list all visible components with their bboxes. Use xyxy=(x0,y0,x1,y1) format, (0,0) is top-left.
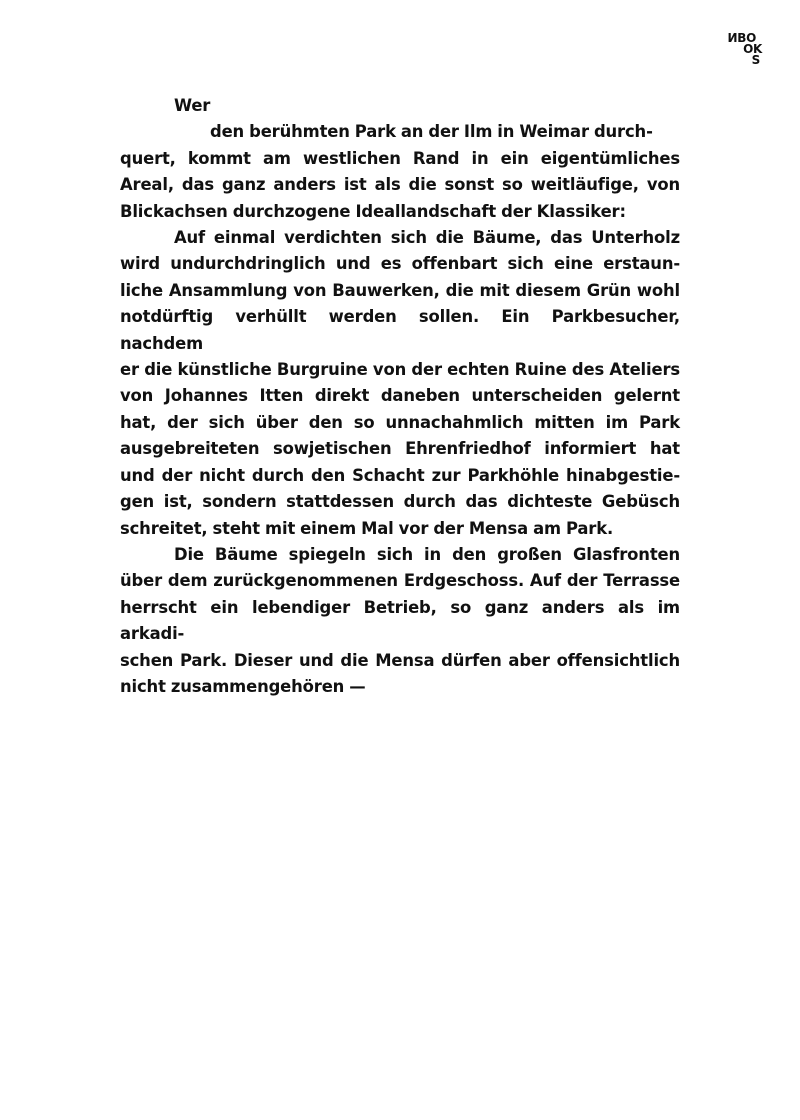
text-line: liche Ansammlung von Bauwerken, die mit diesem Grün wohl xyxy=(120,280,680,300)
text-line: Die Bäume spiegeln sich in den großen Glasfronten xyxy=(174,544,680,564)
text-line: quert, kommt am westlichen Rand in ein eigentümliches xyxy=(120,148,680,168)
text-line: den berühmten Park an der Ilm in Weimar durch- xyxy=(210,122,653,142)
text-line: schen Park. Dieser und die Mensa dürfen aber offensichtlich xyxy=(120,650,680,670)
logo-line-2: OK xyxy=(743,42,762,56)
text-line: notdürftig verhüllt werden sollen. Ein Parkbesucher, nachdem xyxy=(120,307,680,353)
text-line: herrscht ein lebendiger Betrieb, so ganz anders als im arkadi- xyxy=(120,597,680,644)
text-line: Wer xyxy=(174,96,211,115)
text-line: ausgebreiteten sowjetischen Ehrenfriedhof informiert hat xyxy=(120,439,680,459)
body-text xyxy=(120,93,680,700)
text-line: gen ist, sondern stattdessen durch das dichteste Gebüsch xyxy=(120,492,680,512)
text-line: und der nicht durch den Schacht zur Parkhöhle hinabgestie- xyxy=(120,465,680,485)
text-line: von Johannes Itten direkt daneben unterscheiden gelernt xyxy=(120,386,680,406)
text-line: Blickachsen durchzogene Ideallandschaft der Klassiker: xyxy=(120,201,626,221)
publisher-logo xyxy=(728,33,767,66)
text-line: Areal, das ganz anders ist als die sonst so weitläufige, von xyxy=(120,175,680,195)
logo-line-3: S xyxy=(751,53,760,67)
text-line: über dem zurückgenommenen Erdgeschoss. Auf der Terrasse xyxy=(120,571,680,591)
logo-line-1: ИBO xyxy=(727,31,756,45)
text-line: hat, der sich über den so unnachahmlich mitten im Park xyxy=(120,412,680,432)
text-line: schreitet, steht mit einem Mal vor der Mensa am Park. xyxy=(120,518,614,538)
text-line: er die künstliche Burgruine von der echten Ruine des Ateliers xyxy=(120,360,680,380)
text-line: wird undurchdringlich und es offenbart sich eine erstaun- xyxy=(120,254,680,274)
text-line: nicht zusammengehören — xyxy=(120,676,366,696)
text-line: Auf einmal verdichten sich die Bäume, das Unterholz xyxy=(174,228,680,248)
